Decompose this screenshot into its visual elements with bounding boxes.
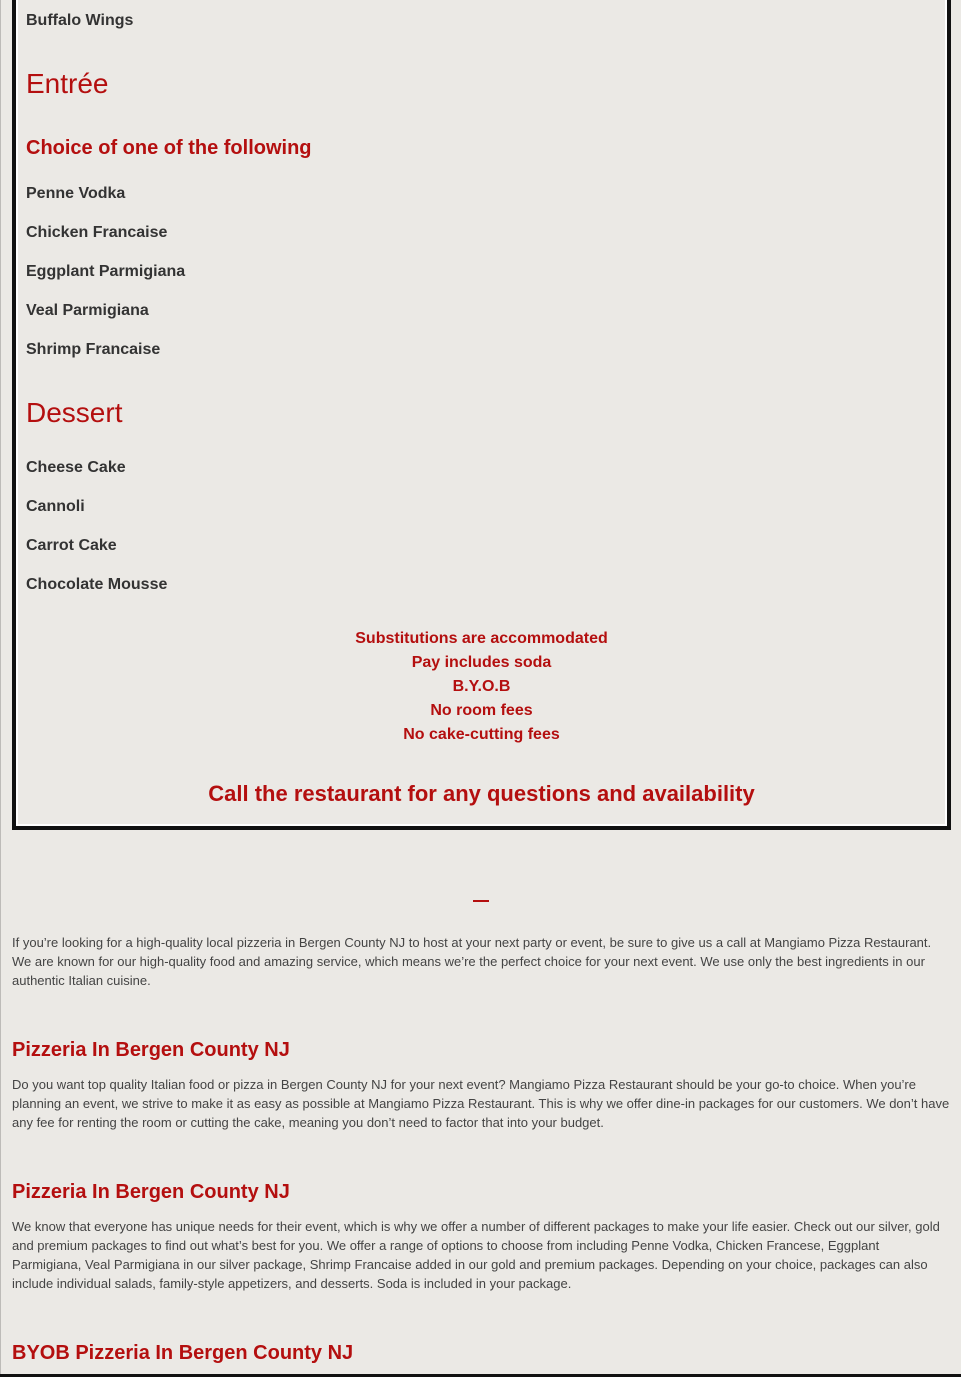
entree-item: Penne Vodka [26, 185, 126, 202]
appetizer-item-buffalo-wings: Buffalo Wings [26, 12, 134, 29]
entree-item: Veal Parmigiana [26, 302, 149, 319]
dessert-item: Carrot Cake [26, 537, 117, 554]
section-heading: BYOB Pizzeria In Bergen County NJ [12, 1342, 354, 1364]
entree-item: Shrimp Francaise [26, 341, 161, 358]
policy-note: Pay includes soda [411, 654, 552, 671]
entree-subheading: Choice of one of the following [26, 137, 312, 159]
entree-item: Chicken Francaise [26, 224, 168, 241]
dessert-item: Cannoli [26, 498, 85, 515]
section-heading: Pizzeria In Bergen County NJ [12, 1039, 290, 1061]
policy-note: No cake-cutting fees [403, 726, 560, 743]
entree-item: Eggplant Parmigiana [26, 263, 186, 280]
section-heading: Pizzeria In Bergen County NJ [12, 1181, 290, 1203]
dessert-heading: Dessert [26, 397, 123, 428]
policy-note: Substitutions are accommodated [355, 630, 608, 647]
policy-note: B.Y.O.B [452, 678, 511, 695]
policy-note: No room fees [430, 702, 533, 719]
section-paragraph: We know that everyone has unique needs for their event, which is why we offer a number of different packages to make your life easier. Check out our silver, gold and premium packages to find out what’s best for you. We offer a range of options to choose from including Penne Vodka, Chicken Francese, Eggplant Parmigiana, Veal Parmigiana in our silver package, Shrimp Francaise added in our gold and premium packages. Depending on your choice, packages can also include individual salads, family-style appetizers, and desserts. Soda is included in your package. [12, 1219, 940, 1291]
section-divider [473, 900, 489, 902]
entree-heading: Entrée [26, 68, 109, 99]
dessert-item: Cheese Cake [26, 459, 126, 476]
page-left-border [0, 0, 1, 1377]
intro-paragraph: If you’re looking for a high-quality local pizzeria in Bergen County NJ to host at your next party or event, be sure to give us a call at Mangiamo Pizza Restaurant. We are known for our high-quality food and amazing service, which means we’re the perfect choice for your next event. We use only the best ingredients in our authentic Italian cuisine. [12, 935, 932, 988]
dessert-item: Chocolate Mousse [26, 576, 168, 593]
call-to-action: Call the restaurant for any questions and availability [208, 781, 755, 806]
section-paragraph: Do you want top quality Italian food or pizza in Bergen County NJ for your next event? Mangiamo Pizza Restaurant should be your go-to choice. When you’re planning an event, we strive to make it as easy as possible at Mangiamo Pizza Restaurant. This is why we offer dine-in packages for our customers. We don’t have any fee for renting the room or cutting the cake, meaning you don’t need to factor that into your budget. [12, 1077, 950, 1130]
